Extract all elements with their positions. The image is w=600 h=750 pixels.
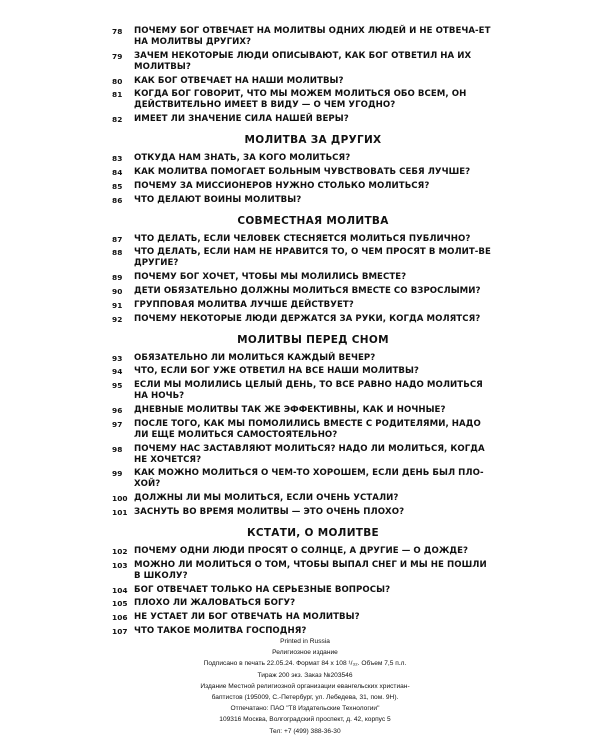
question-number: 99 [112,469,123,479]
question-text: НЕ УСТАЕТ ЛИ БОГ ОТВЕЧАТЬ НА МОЛИТВЫ? [134,612,360,623]
question-text: БОГ ОТВЕЧАЕТ ТОЛЬКО НА СЕРЬЕЗНЫЕ ВОПРОСЫ? [134,584,391,595]
question-item [112,114,492,125]
question-item [112,26,492,48]
imprint-line: Религиозное издание [272,649,338,657]
question-number: 103 [112,560,128,570]
imprint-line: Тираж 200 экз. Заказ №203546 [257,671,353,679]
question-text: ЧТО ТАКОЕ МОЛИТВА ГОСПОДНЯ? [134,625,307,636]
question-number: 106 [112,613,128,623]
section-heading: КСТАТИ, О МОЛИТВЕ [246,526,380,539]
question-item [112,181,492,192]
question-item [112,468,492,490]
question-text: ПОЧЕМУ ОДНИ ЛЮДИ ПРОСЯТ О СОЛНЦЕ, А ДРУГИЕ — О ДОЖДЕ? [134,545,469,556]
question-number: 93 [112,353,123,363]
question-item [112,598,492,609]
question-text: ПОЧЕМУ БОГ ОТВЕЧАЕТ НА МОЛИТВЫ ОДНИХ ЛЮДЕЙ И НЕ ОТВЕЧА-ЕТ НА МОЛИТВЫ ДРУГИХ? [134,26,491,47]
imprint-line: 109316 Москва, Волгоградский проспект, д. 42, корпус 5 [219,716,391,724]
question-number: 105 [112,599,128,609]
question-number: 101 [112,507,128,517]
question-text: ОТКУДА НАМ ЗНАТЬ, ЗА КОГО МОЛИТЬСЯ? [134,153,351,164]
question-item [112,272,492,283]
question-item [112,234,492,245]
question-text: ЕСЛИ МЫ МОЛИЛИСЬ ЦЕЛЫЙ ДЕНЬ, ТО ВСЕ РАВНО НАДО МОЛИТЬСЯ НА НОЧЬ? [134,380,483,402]
imprint-line: баптистов (195009, С.-Петербург, ул. Лебедева, 31, пом. 9Н). [211,694,399,702]
question-item [112,89,492,111]
question-item [112,405,492,416]
question-item [112,444,492,466]
question-text: ЗАСНУТЬ ВО ВРЕМЯ МОЛИТВЫ — ЭТО ОЧЕНЬ ПЛОХО? [134,506,405,517]
question-item [112,353,492,364]
question-text: ПОЧЕМУ БОГ ХОЧЕТ, ЧТОБЫ МЫ МОЛИЛИСЬ ВМЕСТЕ? [134,272,407,283]
question-number: 92 [112,314,123,324]
section-heading: МОЛИТВЫ ПЕРЕД СНОМ [237,333,389,346]
question-item [112,247,492,269]
question-text: МОЖНО ЛИ МОЛИТЬСЯ О ТОМ, ЧТОБЫ ВЫПАЛ СНЕГ И МЫ НЕ ПОШЛИ В ШКОЛУ? [134,559,487,581]
imprint-line: Подписано в печать 22.05.24. Формат 84 х 108 ¹/₃₂. Объем 7,5 п.л. [203,660,407,668]
question-number: 89 [112,273,123,283]
question-item [112,560,492,582]
question-text: ДНЕВНЫЕ МОЛИТВЫ ТАК ЖЕ ЭФФЕКТИВНЫ, КАК И НОЧНЫЕ? [134,404,446,415]
question-text: ДЕТИ ОБЯЗАТЕЛЬНО ДОЛЖНЫ МОЛИТЬСЯ ВМЕСТЕ СО ВЗРОСЛЫМИ? [134,285,481,296]
question-item [112,300,492,311]
question-number: 107 [112,626,128,636]
question-number: 90 [112,286,123,296]
question-item [112,167,492,178]
question-text: КОГДА БОГ ГОВОРИТ, ЧТО МЫ МОЖЕМ МОЛИТЬСЯ ОБО ВСЕМ, ОН ДЕЙСТВИТЕЛЬНО ИМЕЕТ В ВИДУ — О ЧЕМ УГОДНО? [134,89,467,111]
question-text: ГРУППОВАЯ МОЛИТВА ЛУЧШЕ ДЕЙСТВУЕТ? [134,299,354,310]
question-item [112,153,492,164]
question-number: 78 [112,27,123,36]
question-item [112,493,492,504]
question-item [112,286,492,297]
question-number: 96 [112,405,123,415]
question-number: 86 [112,195,123,205]
question-text: ПОЧЕМУ НЕКОТОРЫЕ ЛЮДИ ДЕРЖАТСЯ ЗА РУКИ, КОГДА МОЛЯТСЯ? [134,313,481,324]
question-item [112,314,492,325]
question-number: 97 [112,419,123,429]
imprint-line: Printed in Russia [280,638,330,645]
question-text: ЗАЧЕМ НЕКОТОРЫЕ ЛЮДИ ОПИСЫВАЮТ, КАК БОГ ОТВЕТИЛ НА ИХ МОЛИТВЫ? [134,50,472,72]
question-text: ПОЧЕМУ НАС ЗАСТАВЛЯЮТ МОЛИТЬСЯ? НАДО ЛИ МОЛИТЬСЯ, КОГДА НЕ ХОЧЕТСЯ? [134,443,485,465]
question-text: КАК БОГ ОТВЕЧАЕТ НА НАШИ МОЛИТВЫ? [134,75,344,86]
question-text: КАК МОЛИТВА ПОМОГАЕТ БОЛЬНЫМ ЧУВСТВОВАТЬ СЕБЯ ЛУЧШЕ? [134,166,471,177]
question-item [112,366,492,377]
question-text: ПЛОХО ЛИ ЖАЛОВАТЬСЯ БОГУ? [134,598,296,609]
question-number: 85 [112,181,123,191]
question-item [112,76,492,87]
question-text: ПОСЛЕ ТОГО, КАК МЫ ПОМОЛИЛИСЬ ВМЕСТЕ С РОДИТЕЛЯМИ, НАДО ЛИ ЕЩЕ МОЛИТЬСЯ САМОСТОЯТЕЛЬНО? [134,418,481,440]
question-item [112,195,492,206]
question-text: ДОЛЖНЫ ЛИ МЫ МОЛИТЬСЯ, ЕСЛИ ОЧЕНЬ УСТАЛИ? [134,493,399,504]
question-item [112,51,492,73]
question-text: КАК МОЖНО МОЛИТЬСЯ О ЧЕМ-ТО ХОРОШЕМ, ЕСЛИ ДЕНЬ БЫЛ ПЛО-ХОЙ? [134,468,484,490]
section-heading: СОВМЕСТНАЯ МОЛИТВА [237,214,389,227]
imprint-line: Тел: +7 (499) 388-36-30 [269,727,341,735]
question-number: 102 [112,546,128,556]
question-number: 83 [112,154,123,164]
question-number: 82 [112,115,123,125]
question-item [112,585,492,596]
question-number: 84 [112,167,123,177]
question-number: 88 [112,248,123,258]
question-item [112,419,492,441]
imprint-line: Отпечатано: ПАО "Т8 Издательские Технологии" [230,705,380,713]
question-text: ЧТО ДЕЛАТЬ, ЕСЛИ НАМ НЕ НРАВИТСЯ ТО, О ЧЕМ ПРОСЯТ В МОЛИТ-ВЕ ДРУГИЕ? [134,247,491,269]
question-text: ЧТО ДЕЛАЮТ ВОИНЫ МОЛИТВЫ? [134,194,302,205]
question-text: ЧТО, ЕСЛИ БОГ УЖЕ ОТВЕТИЛ НА ВСЕ НАШИ МОЛИТВЫ? [134,366,419,377]
question-text: ПОЧЕМУ ЗА МИССИОНЕРОВ НУЖНО СТОЛЬКО МОЛИТЬСЯ? [134,180,430,191]
question-number: 91 [112,300,123,310]
imprint-line: Издание Местной религиозной организации евангельских христиан- [200,682,410,690]
question-number: 79 [112,51,123,61]
section-heading: МОЛИТВА ЗА ДРУГИХ [244,134,382,147]
question-number: 100 [112,494,128,504]
question-number: 95 [112,381,123,391]
question-number: 87 [112,234,123,244]
imprint-block [140,636,470,737]
question-number: 81 [112,90,123,100]
question-text: ЧТО ДЕЛАТЬ, ЕСЛИ ЧЕЛОВЕК СТЕСНЯЕТСЯ МОЛИТЬСЯ ПУБЛИЧНО? [134,233,471,244]
question-item [112,507,492,518]
question-item [112,546,492,557]
question-item [112,612,492,623]
question-text: ИМЕЕТ ЛИ ЗНАЧЕНИЕ СИЛА НАШЕЙ ВЕРЫ? [134,114,349,125]
question-number: 104 [112,585,128,595]
question-number: 98 [112,444,123,454]
question-number: 94 [112,367,123,377]
question-list [112,26,492,640]
question-item [112,380,492,402]
question-number: 80 [112,76,123,86]
question-text: ОБЯЗАТЕЛЬНО ЛИ МОЛИТЬСЯ КАЖДЫЙ ВЕЧЕР? [134,352,376,363]
